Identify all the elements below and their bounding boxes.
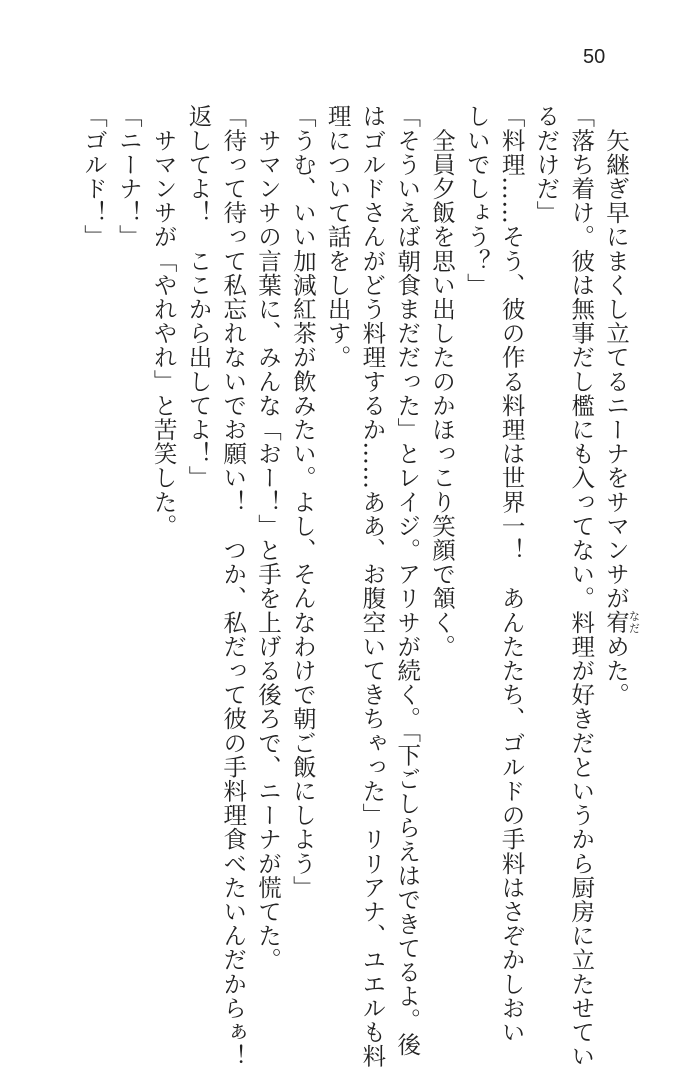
- page-number: 50: [583, 46, 606, 68]
- text-line: 矢継ぎ早にまくし立てるニーナをサマンサが宥なだめた。: [602, 104, 641, 707]
- vertical-text-body: [76, 104, 641, 1068]
- ruby-reading: なだ: [627, 610, 641, 635]
- text-line: 「料理……そう、彼の作る料理は世界一！ あんたたち、ゴルドの手料はさぞかしおい: [497, 104, 526, 1044]
- text-line: サマンサが「やれやれ」と苦笑した。: [149, 104, 178, 538]
- text-line: サマンサの言葉に、みんな「おー！」と手を上げる後ろで、ニーナが慌てた。: [254, 104, 283, 972]
- text-line: 全員夕飯を思い出したのかほっこり笑顔で頷く。: [428, 104, 457, 659]
- text-line: 「ゴルド！」: [80, 104, 109, 249]
- text-line: 理について話をし出す。: [323, 104, 352, 370]
- ruby-annotation: 宥なだ: [602, 610, 641, 635]
- text-line: 「待って待って私忘れないでお願い！ つか、私だって彼の手料理食べたいんだからぁ！: [219, 104, 248, 1068]
- text-line: 「落ち着け。彼は無事だし檻にも入ってない。料理が好きだというから厨房に立たせてい: [567, 104, 596, 1068]
- text-line: 返してよ！ ここから出してよ！」: [184, 104, 213, 490]
- text-line: 「そういえば朝食まだだった」とレイジ。アリサが続く。「下ごしらえはできてるよ。後: [393, 104, 422, 1057]
- text-line: 「ニーナ！」: [114, 104, 143, 249]
- text-line: 「うむ、いい加減紅茶が飲みたい。よし、そんなわけで朝ご飯にしよう」: [288, 104, 317, 900]
- text-line: はゴルドさんがどう料理するか……ああ、お腹空いてきちゃった」リリアナ、ユエルも料: [358, 104, 387, 1068]
- text-line: しいでしょう？」: [462, 104, 491, 297]
- text-line: るだけだ」: [532, 104, 561, 225]
